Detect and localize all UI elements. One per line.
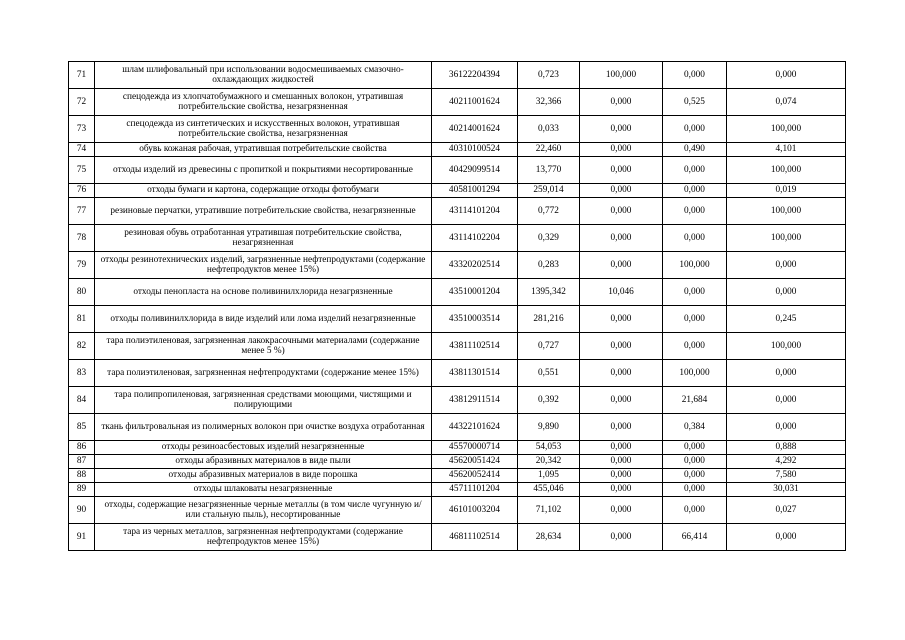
value-col-1-cell: 1395,342 bbox=[518, 279, 580, 306]
value-col-2-cell: 0,000 bbox=[580, 157, 663, 184]
waste-name-cell: ткань фильтровальная из полимерных волокон при очистке воздуха отработанная bbox=[95, 414, 432, 441]
value-col-2-cell: 0,000 bbox=[580, 184, 663, 198]
fkko-code-cell: 36122204394 bbox=[432, 62, 518, 89]
value-col-3-cell: 0,000 bbox=[663, 225, 727, 252]
waste-name-cell: отходы бумаги и картона, содержащие отходы фотобумаги bbox=[95, 184, 432, 198]
fkko-code-cell: 44322101624 bbox=[432, 414, 518, 441]
fkko-code-cell: 40214001624 bbox=[432, 116, 518, 143]
waste-name-cell: тара полиэтиленовая, загрязненная лакокрасочными материалами (содержание менее 5 %) bbox=[95, 333, 432, 360]
value-col-2-cell: 0,000 bbox=[580, 225, 663, 252]
waste-name-cell: тара полипропиленовая, загрязненная средствами моющими, чистящими и полирующими bbox=[95, 387, 432, 414]
value-col-3-cell: 100,000 bbox=[663, 252, 727, 279]
value-col-2-cell: 10,046 bbox=[580, 279, 663, 306]
fkko-code-cell: 43812911514 bbox=[432, 387, 518, 414]
value-col-4-cell: 7,580 bbox=[727, 469, 846, 483]
value-col-1-cell: 0,283 bbox=[518, 252, 580, 279]
value-col-4-cell: 0,000 bbox=[727, 62, 846, 89]
value-col-3-cell: 0,000 bbox=[663, 157, 727, 184]
value-col-2-cell: 0,000 bbox=[580, 469, 663, 483]
value-col-3-cell: 66,414 bbox=[663, 524, 727, 551]
table-row bbox=[69, 279, 846, 306]
value-col-2-cell: 0,000 bbox=[580, 441, 663, 455]
value-col-3-cell: 0,000 bbox=[663, 497, 727, 524]
value-col-1-cell: 455,046 bbox=[518, 483, 580, 497]
table-row bbox=[69, 524, 846, 551]
waste-name-cell: тара из черных металлов, загрязненная нефтепродуктами (содержание нефтепродуктов менее 15%) bbox=[95, 524, 432, 551]
value-col-3-cell: 0,525 bbox=[663, 89, 727, 116]
row-number-cell: 89 bbox=[69, 483, 95, 497]
waste-table-body bbox=[69, 62, 846, 551]
value-col-1-cell: 28,634 bbox=[518, 524, 580, 551]
row-number-cell: 85 bbox=[69, 414, 95, 441]
waste-name-cell: спецодежда из синтетических и искусственных волокон, утратившая потребительские свойства, незагрязненная bbox=[95, 116, 432, 143]
row-number-cell: 91 bbox=[69, 524, 95, 551]
waste-name-cell: отходы абразивных материалов в виде порошка bbox=[95, 469, 432, 483]
row-number-cell: 83 bbox=[69, 360, 95, 387]
fkko-code-cell: 43510001204 bbox=[432, 279, 518, 306]
value-col-3-cell: 0,000 bbox=[663, 184, 727, 198]
value-col-1-cell: 259,014 bbox=[518, 184, 580, 198]
row-number-cell: 75 bbox=[69, 157, 95, 184]
value-col-4-cell: 0,000 bbox=[727, 279, 846, 306]
value-col-2-cell: 0,000 bbox=[580, 143, 663, 157]
row-number-cell: 73 bbox=[69, 116, 95, 143]
value-col-4-cell: 0,000 bbox=[727, 252, 846, 279]
value-col-4-cell: 0,000 bbox=[727, 524, 846, 551]
table-row bbox=[69, 184, 846, 198]
row-number-cell: 72 bbox=[69, 89, 95, 116]
waste-name-cell: отходы резинотехнических изделий, загрязненные нефтепродуктами (содержание нефтепродуктов менее 15%) bbox=[95, 252, 432, 279]
value-col-4-cell: 0,000 bbox=[727, 414, 846, 441]
waste-table bbox=[68, 61, 846, 551]
value-col-2-cell: 0,000 bbox=[580, 252, 663, 279]
table-row bbox=[69, 360, 846, 387]
fkko-code-cell: 40310100524 bbox=[432, 143, 518, 157]
value-col-4-cell: 0,000 bbox=[727, 360, 846, 387]
waste-name-cell: отходы, содержащие незагрязненные черные металлы (в том числе чугунную и/или стальную пыль), несортированные bbox=[95, 497, 432, 524]
value-col-4-cell: 0,027 bbox=[727, 497, 846, 524]
value-col-1-cell: 71,102 bbox=[518, 497, 580, 524]
fkko-code-cell: 45620051424 bbox=[432, 455, 518, 469]
value-col-1-cell: 0,723 bbox=[518, 62, 580, 89]
value-col-2-cell: 0,000 bbox=[580, 306, 663, 333]
row-number-cell: 88 bbox=[69, 469, 95, 483]
row-number-cell: 71 bbox=[69, 62, 95, 89]
value-col-3-cell: 0,000 bbox=[663, 441, 727, 455]
value-col-3-cell: 0,000 bbox=[663, 455, 727, 469]
value-col-1-cell: 0,033 bbox=[518, 116, 580, 143]
fkko-code-cell: 43114102204 bbox=[432, 225, 518, 252]
row-number-cell: 90 bbox=[69, 497, 95, 524]
value-col-2-cell: 0,000 bbox=[580, 333, 663, 360]
value-col-4-cell: 0,000 bbox=[727, 387, 846, 414]
value-col-3-cell: 100,000 bbox=[663, 360, 727, 387]
value-col-4-cell: 100,000 bbox=[727, 198, 846, 225]
value-col-1-cell: 0,329 bbox=[518, 225, 580, 252]
value-col-2-cell: 0,000 bbox=[580, 360, 663, 387]
table-row bbox=[69, 441, 846, 455]
value-col-1-cell: 54,053 bbox=[518, 441, 580, 455]
row-number-cell: 87 bbox=[69, 455, 95, 469]
row-number-cell: 78 bbox=[69, 225, 95, 252]
table-row bbox=[69, 469, 846, 483]
row-number-cell: 81 bbox=[69, 306, 95, 333]
table-row bbox=[69, 455, 846, 469]
value-col-2-cell: 0,000 bbox=[580, 89, 663, 116]
value-col-4-cell: 4,101 bbox=[727, 143, 846, 157]
table-row bbox=[69, 62, 846, 89]
waste-name-cell: резиновые перчатки, утратившие потребительские свойства, незагрязненные bbox=[95, 198, 432, 225]
value-col-3-cell: 0,000 bbox=[663, 279, 727, 306]
row-number-cell: 77 bbox=[69, 198, 95, 225]
table-row bbox=[69, 225, 846, 252]
value-col-2-cell: 0,000 bbox=[580, 414, 663, 441]
value-col-2-cell: 0,000 bbox=[580, 497, 663, 524]
value-col-2-cell: 0,000 bbox=[580, 455, 663, 469]
table-row bbox=[69, 143, 846, 157]
table-row bbox=[69, 497, 846, 524]
waste-name-cell: отходы шлаковаты незагрязненные bbox=[95, 483, 432, 497]
waste-name-cell: резиновая обувь отработанная утратившая потребительские свойства, незагрязненная bbox=[95, 225, 432, 252]
value-col-3-cell: 21,684 bbox=[663, 387, 727, 414]
table-row bbox=[69, 198, 846, 225]
value-col-4-cell: 4,292 bbox=[727, 455, 846, 469]
value-col-1-cell: 1,095 bbox=[518, 469, 580, 483]
fkko-code-cell: 43510003514 bbox=[432, 306, 518, 333]
value-col-4-cell: 100,000 bbox=[727, 333, 846, 360]
waste-name-cell: отходы пенопласта на основе поливинилхлорида незагрязненные bbox=[95, 279, 432, 306]
fkko-code-cell: 43114101204 bbox=[432, 198, 518, 225]
value-col-1-cell: 22,460 bbox=[518, 143, 580, 157]
value-col-2-cell: 0,000 bbox=[580, 198, 663, 225]
waste-name-cell: шлам шлифовальный при использовании водосмешиваемых смазочно-охлаждающих жидкостей bbox=[95, 62, 432, 89]
value-col-1-cell: 0,392 bbox=[518, 387, 580, 414]
value-col-4-cell: 0,074 bbox=[727, 89, 846, 116]
fkko-code-cell: 40581001294 bbox=[432, 184, 518, 198]
value-col-3-cell: 0,000 bbox=[663, 198, 727, 225]
value-col-4-cell: 0,019 bbox=[727, 184, 846, 198]
table-row bbox=[69, 414, 846, 441]
waste-name-cell: отходы резиноасбестовых изделий незагрязненные bbox=[95, 441, 432, 455]
value-col-2-cell: 0,000 bbox=[580, 387, 663, 414]
fkko-code-cell: 46811102514 bbox=[432, 524, 518, 551]
value-col-3-cell: 0,490 bbox=[663, 143, 727, 157]
value-col-2-cell: 0,000 bbox=[580, 524, 663, 551]
value-col-1-cell: 281,216 bbox=[518, 306, 580, 333]
fkko-code-cell: 43320202514 bbox=[432, 252, 518, 279]
waste-name-cell: отходы изделий из древесины с пропиткой и покрытиями несортированные bbox=[95, 157, 432, 184]
table-row bbox=[69, 387, 846, 414]
table-row bbox=[69, 116, 846, 143]
value-col-1-cell: 13,770 bbox=[518, 157, 580, 184]
value-col-2-cell: 0,000 bbox=[580, 483, 663, 497]
fkko-code-cell: 45711101204 bbox=[432, 483, 518, 497]
fkko-code-cell: 45620052414 bbox=[432, 469, 518, 483]
row-number-cell: 84 bbox=[69, 387, 95, 414]
table-row bbox=[69, 157, 846, 184]
value-col-3-cell: 0,000 bbox=[663, 483, 727, 497]
value-col-3-cell: 0,384 bbox=[663, 414, 727, 441]
value-col-1-cell: 0,551 bbox=[518, 360, 580, 387]
value-col-1-cell: 20,342 bbox=[518, 455, 580, 469]
row-number-cell: 74 bbox=[69, 143, 95, 157]
value-col-4-cell: 0,245 bbox=[727, 306, 846, 333]
value-col-2-cell: 100,000 bbox=[580, 62, 663, 89]
value-col-3-cell: 0,000 bbox=[663, 116, 727, 143]
waste-name-cell: отходы абразивных материалов в виде пыли bbox=[95, 455, 432, 469]
value-col-4-cell: 100,000 bbox=[727, 225, 846, 252]
fkko-code-cell: 45570000714 bbox=[432, 441, 518, 455]
value-col-1-cell: 0,772 bbox=[518, 198, 580, 225]
value-col-2-cell: 0,000 bbox=[580, 116, 663, 143]
row-number-cell: 79 bbox=[69, 252, 95, 279]
waste-name-cell: тара полиэтиленовая, загрязненная нефтепродуктами (содержание менее 15%) bbox=[95, 360, 432, 387]
value-col-4-cell: 100,000 bbox=[727, 116, 846, 143]
value-col-3-cell: 0,000 bbox=[663, 306, 727, 333]
table-row bbox=[69, 306, 846, 333]
fkko-code-cell: 40429099514 bbox=[432, 157, 518, 184]
table-row bbox=[69, 252, 846, 279]
value-col-3-cell: 0,000 bbox=[663, 469, 727, 483]
value-col-3-cell: 0,000 bbox=[663, 62, 727, 89]
waste-name-cell: обувь кожаная рабочая, утратившая потребительские свойства bbox=[95, 143, 432, 157]
value-col-4-cell: 0,888 bbox=[727, 441, 846, 455]
row-number-cell: 82 bbox=[69, 333, 95, 360]
row-number-cell: 86 bbox=[69, 441, 95, 455]
waste-name-cell: спецодежда из хлопчатобумажного и смешанных волокон, утратившая потребительские свойства, незагрязненная bbox=[95, 89, 432, 116]
value-col-4-cell: 30,031 bbox=[727, 483, 846, 497]
row-number-cell: 80 bbox=[69, 279, 95, 306]
fkko-code-cell: 40211001624 bbox=[432, 89, 518, 116]
fkko-code-cell: 43811102514 bbox=[432, 333, 518, 360]
table-row bbox=[69, 483, 846, 497]
table-row bbox=[69, 333, 846, 360]
waste-name-cell: отходы поливинилхлорида в виде изделий или лома изделий незагрязненные bbox=[95, 306, 432, 333]
value-col-1-cell: 0,727 bbox=[518, 333, 580, 360]
fkko-code-cell: 43811301514 bbox=[432, 360, 518, 387]
value-col-3-cell: 0,000 bbox=[663, 333, 727, 360]
value-col-4-cell: 100,000 bbox=[727, 157, 846, 184]
row-number-cell: 76 bbox=[69, 184, 95, 198]
value-col-1-cell: 9,890 bbox=[518, 414, 580, 441]
value-col-1-cell: 32,366 bbox=[518, 89, 580, 116]
fkko-code-cell: 46101003204 bbox=[432, 497, 518, 524]
table-row bbox=[69, 89, 846, 116]
